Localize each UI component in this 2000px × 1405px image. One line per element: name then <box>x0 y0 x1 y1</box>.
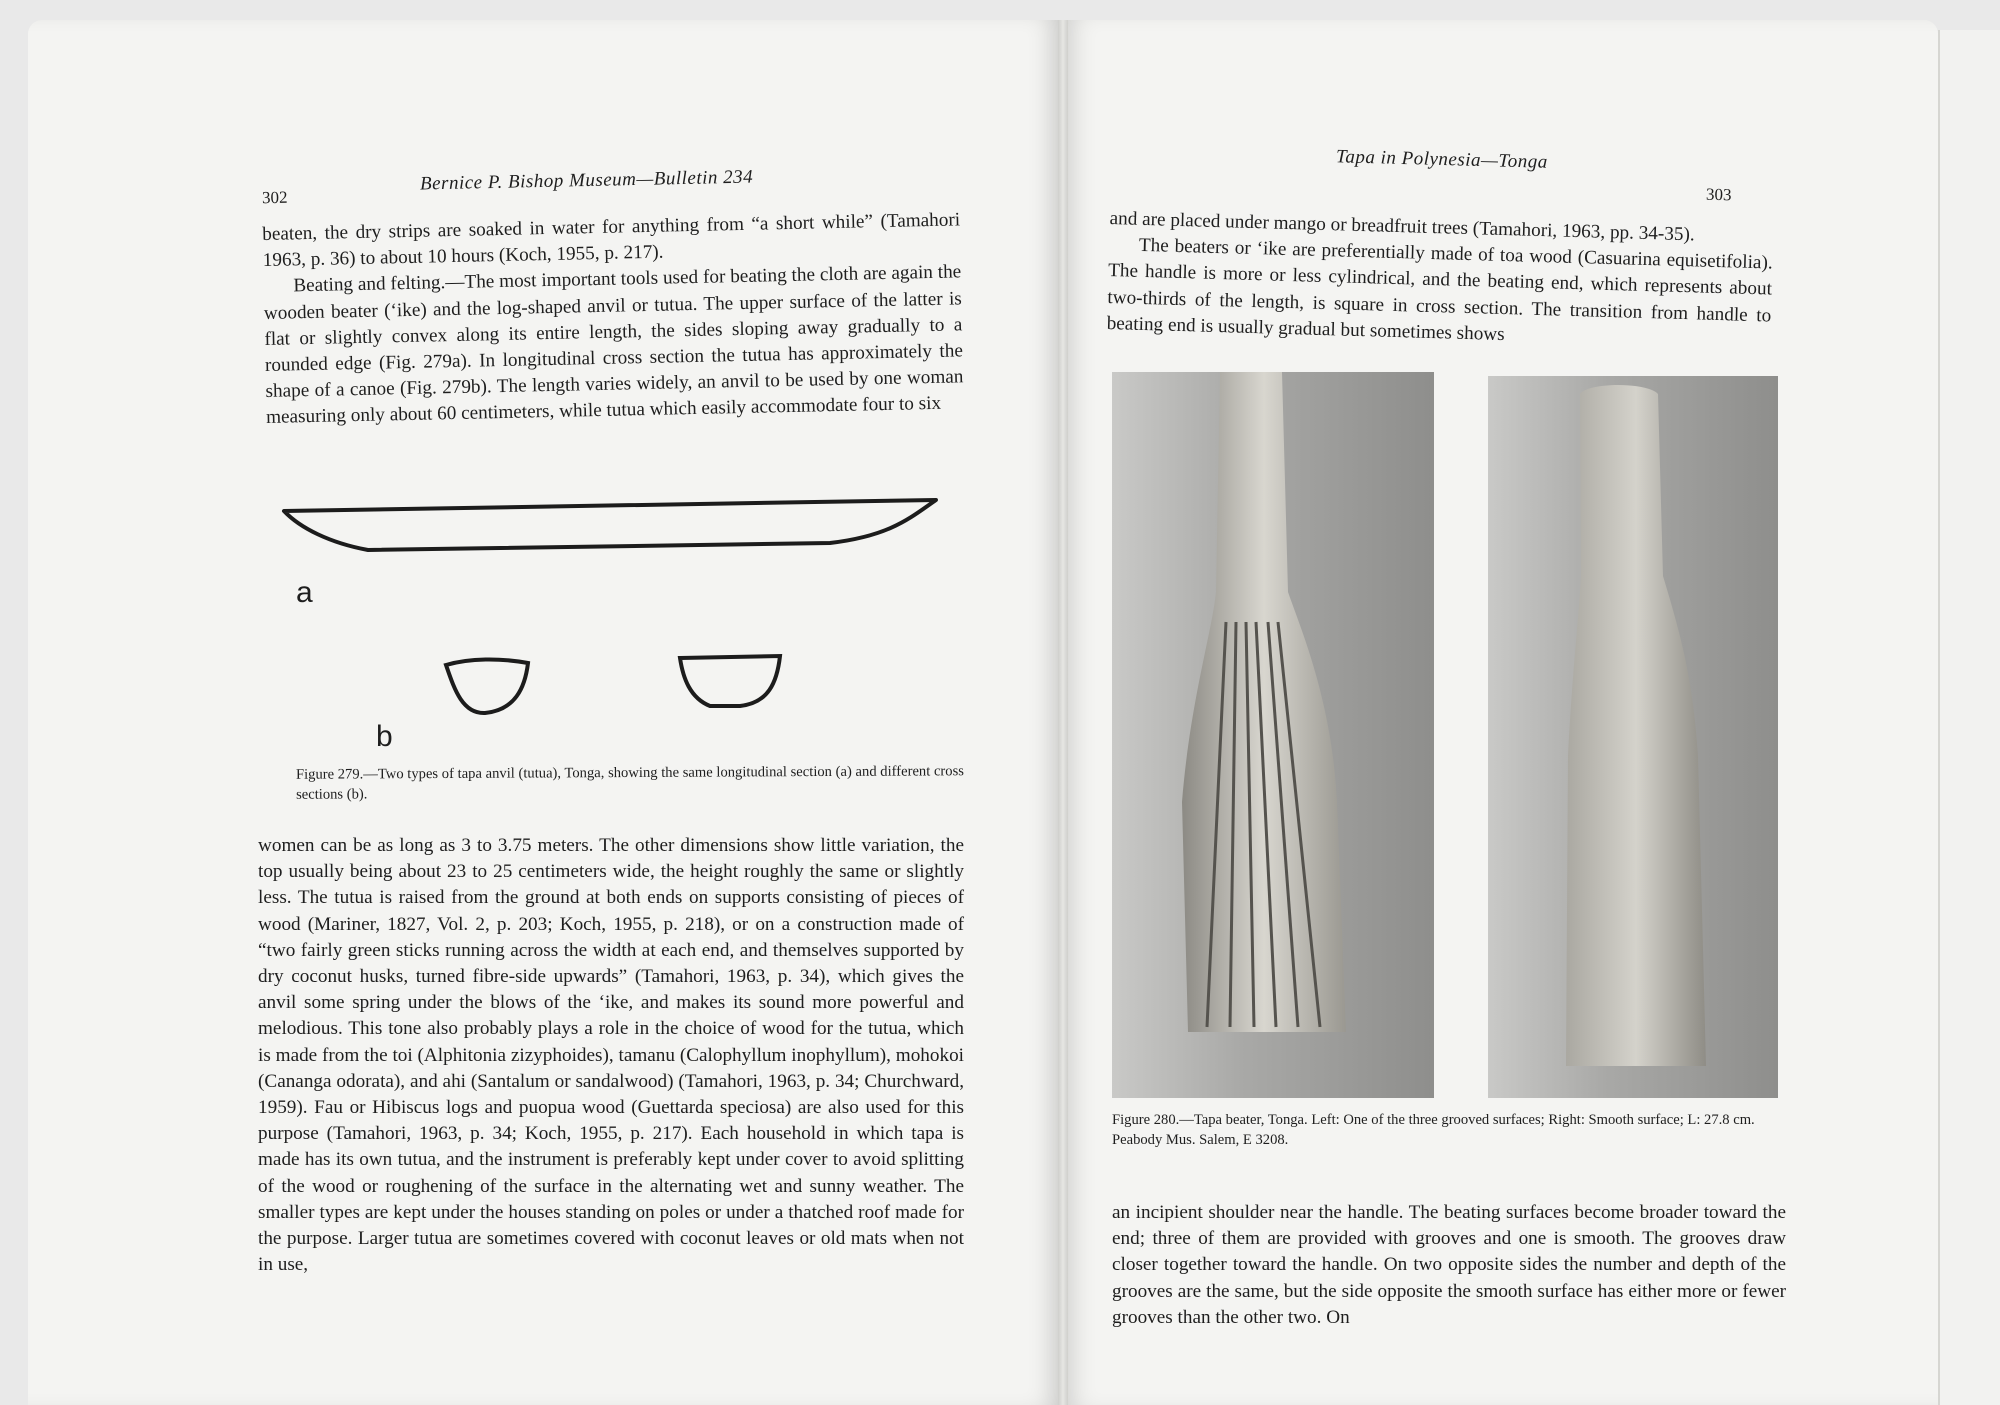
right-body-bottom <box>1112 1200 1786 1331</box>
right-body-top <box>1106 206 1773 356</box>
left-running-head: Bernice P. Bishop Museum—Bulletin 234 <box>419 166 754 195</box>
anvil-cross-section-rounded <box>446 659 528 713</box>
paragraph: The beaters or ‘ike are preferentially made of toa wood (Casuarina equisetifolia). The handle is more or less cylindrical, and the beating end, which represents about two-thirds of the length, is square in cross section. The transition from handle to beating end is usually gradual but sometimes shows <box>1106 235 1773 345</box>
book-gutter <box>1058 20 1068 1405</box>
figure-label-b: b <box>376 720 393 753</box>
figure-label-a: a <box>296 576 313 609</box>
left-body-bottom <box>258 833 964 1278</box>
figure-280-caption: Figure 280.—Tapa beater, Tonga. Left: One of the three grooved surfaces; Right: Smooth surface; L: 27.8 cm. Peabody Mus. Salem, E 3208. <box>1112 1112 1755 1148</box>
figure-279-drawing <box>270 488 950 738</box>
paragraph: women can be as long as 3 to 3.75 meters. The other dimensions show little variation, the top usually being about 23 to 25 centimeters wide, the height roughly the same or slightly less. The tutua is raised from the ground at both ends on supports consisting of pieces of wood (Mariner, 1827, Vol. 2, p. 203; Koch, 1955, p. 218), or on a construction made of “two fairly green sticks running across the width at each end, and themselves supported by dry coconut husks, turned fibre-side upwards” (Tamahori, 1963, p. 34), which gives the anvil some spring under the blows of the ‘ike, and makes its sound more powerful and melodious. This tone also probably plays a role in the choice of wood for the tutua, which is made from the toi (Alphitonia zizyphoides), tamanu (Calophyllum inophyllum), mohokoi (Cananga odorata), and ahi (Santalum or sandalwood) (Tamahori, 1963, p. 34; Churchward, 1959). Fau or Hibiscus logs and puopua wood (Guettarda speciosa) are also used for this purpose (Tamahori, 1963, p. 34; Koch, 1955, p. 217). Each household in which tapa is made has its own tutua, and the instrument is preferably kept under cover to avoid splitting of the wood or roughening of the surface in the alternating wet and sunny weather. The smaller types are kept under the houses standing on poles or under a thatched roof made for the purpose. Larger tutua are sometimes covered with coconut leaves or old mats when not in use, <box>258 835 964 1276</box>
left-body-top <box>262 207 964 431</box>
grooved-beater-illustration <box>1112 372 1434 1098</box>
figure-279-caption: Figure 279.—Two types of tapa anvil (tutua), Tonga, showing the same longitudinal section (a) and different cross sections (b). <box>295 763 964 803</box>
paragraph: beaten, the dry strips are soaked in water for anything from “a short while” (Tamahori 1963, p. 36) to about 10 hours (Koch, 1955, p. 217). <box>262 209 961 272</box>
right-running-head: Tapa in Polynesia—Tonga <box>1335 146 1549 173</box>
smooth-beater-illustration <box>1488 376 1778 1098</box>
beater-photo-smooth <box>1488 376 1778 1098</box>
paragraph: an incipient shoulder near the handle. The beating surfaces become broader toward the end; three of them are provided with grooves and one is smooth. The grooves draw closer together toward the handle. On two opposite sides the number and depth of the grooves are the same, but the side opposite the smooth surface has either more or fewer grooves than the other two. On <box>1112 1202 1786 1328</box>
left-page-number: 302 <box>261 187 288 208</box>
anvil-longitudinal-outline <box>284 500 936 550</box>
next-page-edge <box>1938 30 2000 1405</box>
paragraph: and are placed under mango or breadfruit trees (Tamahori, 1963, pp. 34-35). <box>1109 207 1695 246</box>
paragraph: Beating and felting.—The most important tools used for beating the cloth are again the wooden beater (‘ike) and the log-shaped anvil or tutua. The upper surface of the latter is flat or slightly convex along its entire length, the sides sloping away gradually to a rounded edge (Fig. 279a). In longitudinal cross section the tutua has approximately the shape of a canoe (Fig. 279b). The length varies widely, an anvil to be used by one woman measuring only about 60 centimeters, while tutua which easily accommodate four to six <box>263 261 964 429</box>
beater-photo-grooved <box>1112 372 1434 1098</box>
anvil-cross-section-flat <box>680 656 780 706</box>
right-page-number: 303 <box>1705 184 1732 205</box>
